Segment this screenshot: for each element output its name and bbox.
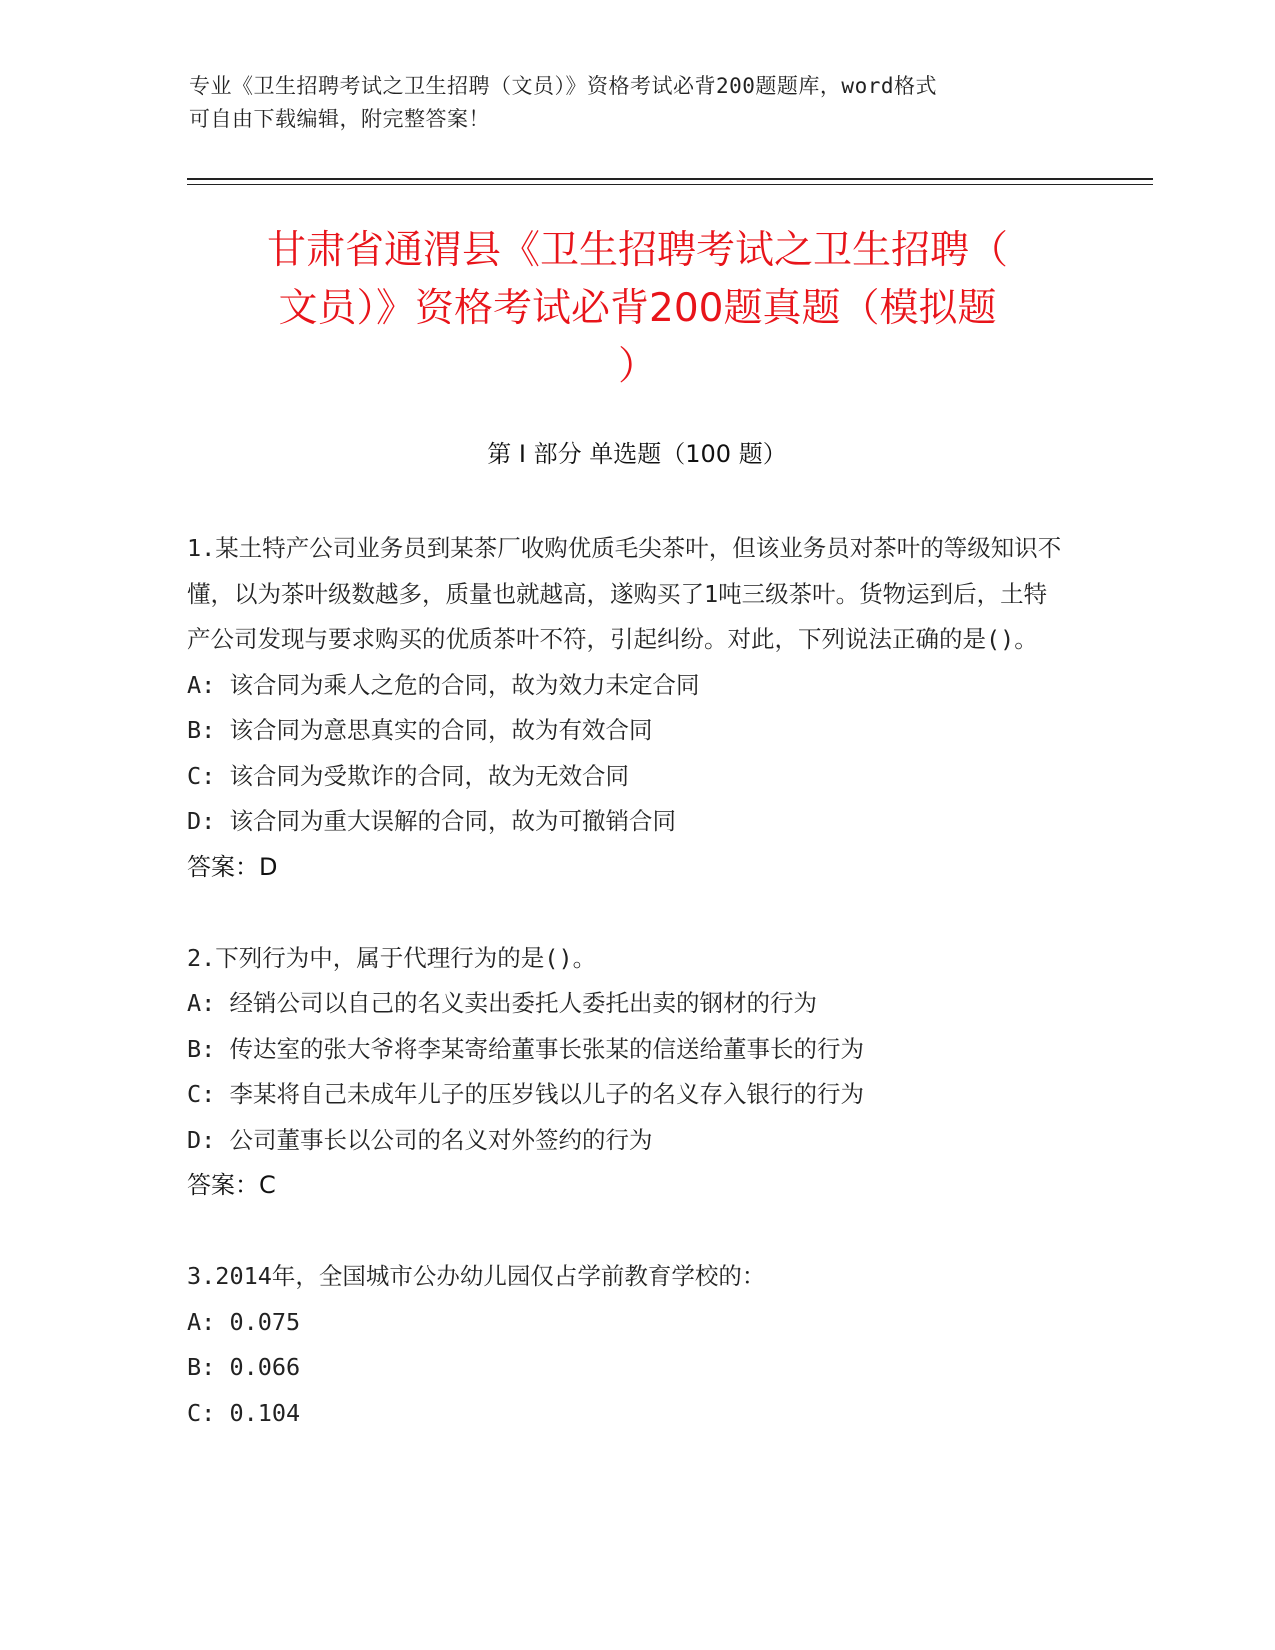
answer-label: 答案：C: [187, 1171, 276, 1199]
option-b: B: 传达室的张大爷将李某寄给董事长张某的信送给董事长的行为: [187, 1034, 864, 1063]
header-divider-thin: [187, 184, 1153, 185]
header-note-line-2: 可自由下载编辑，附完整答案！: [189, 107, 490, 131]
question-2: [187, 936, 1067, 1209]
question-3: [187, 1254, 1067, 1436]
title-line-2: 文员）》资格考试必背200题真题（模拟题: [278, 286, 997, 331]
option-c: C: 李某将自己未成年儿子的压岁钱以儿子的名义存入银行的行为: [187, 1080, 864, 1108]
answer-label: 答案：D: [187, 852, 278, 881]
option-c: C: 该合同为受欺诈的合同，故为无效合同: [187, 761, 629, 790]
header-note-line-1: 专业《卫生招聘考试之卫生招聘（文员）》资格考试必背200题题库，word格式: [189, 74, 937, 98]
question-stem: 2.下列行为中，属于代理行为的是()。: [187, 943, 597, 972]
title-line-1: 甘肃省通渭县《卫生招聘考试之卫生招聘（: [266, 228, 1008, 273]
option-a: A: 经销公司以自己的名义卖出委托人委托出卖的钢材的行为: [187, 989, 817, 1017]
question-stem: 1.某土特产公司业务员到某茶厂收购优质毛尖茶叶，但该业务员对茶叶的等级知识不懂，以为茶叶级数越多，质量也就越高，遂购买了1吨三级茶叶。货物运到后，土特产公司发现与要求购买的优质茶叶不符，引起纠纷。对此，下列说法正确的是()。: [187, 534, 1062, 653]
header-note: [189, 70, 1069, 136]
option-b: B: 该合同为意思真实的合同，故为有效合同: [187, 716, 653, 744]
option-d: D: 公司董事长以公司的名义对外签约的行为: [187, 1125, 653, 1154]
title-line-3: ）: [617, 344, 657, 389]
option-a: A: 该合同为乘人之危的合同，故为效力未定合同: [187, 670, 700, 699]
question-1: [187, 526, 1067, 890]
document-title: [150, 222, 1125, 396]
option-d: D: 该合同为重大误解的合同，故为可撤销合同: [187, 807, 676, 835]
header-divider-thick: [187, 178, 1153, 180]
question-list: [187, 526, 1067, 1482]
option-c: C: 0.104: [187, 1398, 301, 1427]
option-b: B: 0.066: [187, 1353, 301, 1381]
section-title: 第 I 部分 单选题（100 题）: [487, 440, 787, 468]
option-a: A: 0.075: [187, 1307, 301, 1336]
question-stem: 3.2014年，全国城市公办幼儿园仅占学前教育学校的：: [187, 1262, 766, 1290]
